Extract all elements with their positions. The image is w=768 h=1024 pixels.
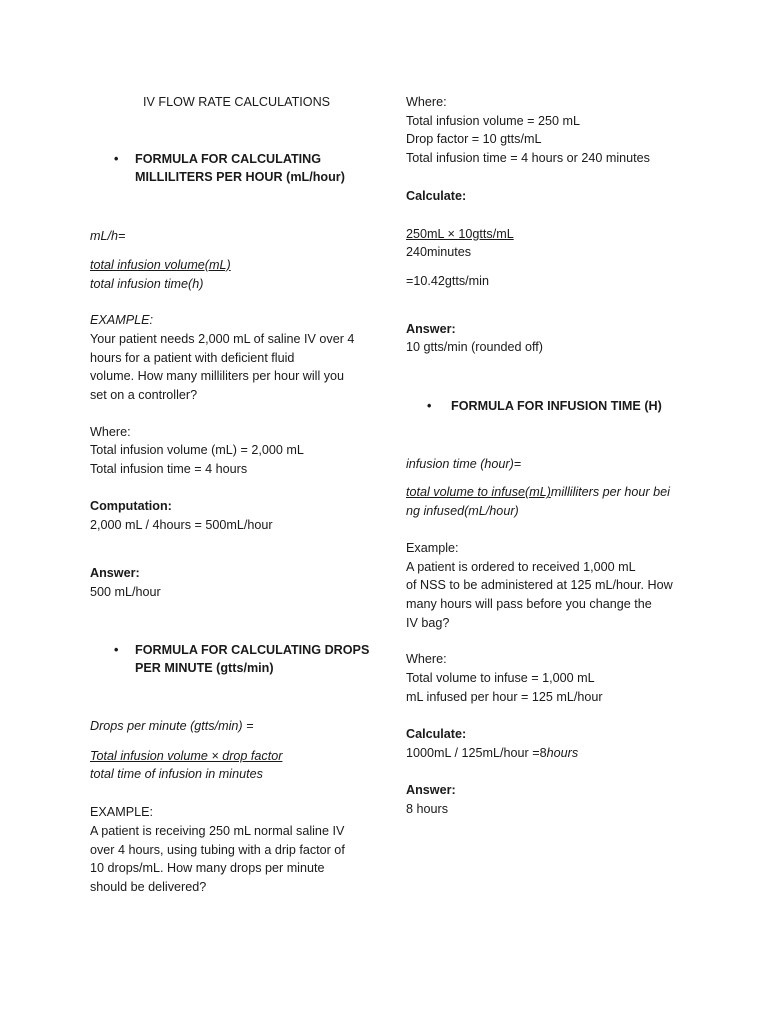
example3-line: many hours will pass before you change the xyxy=(406,596,652,611)
example2-line: A patient is receiving 250 mL normal saline IV xyxy=(90,823,345,838)
where2-label: Where: xyxy=(406,95,447,109)
right-column xyxy=(406,93,688,818)
calculate2-label: Calculate: xyxy=(406,727,467,742)
example1-line: set on a controller? xyxy=(90,388,198,403)
time-formula-numerator: total volume to infuse(mL)milliliters per hour bei xyxy=(406,485,670,500)
section2-heading-line1: FORMULA FOR CALCULATING DROPS xyxy=(135,642,370,657)
calc2-value: 1000mL / 125mL/hour =8hours xyxy=(406,746,579,761)
gtts-formula-denominator: total time of infusion in minutes xyxy=(90,767,263,782)
calc1-denominator: 240minutes xyxy=(406,245,472,260)
mlh-formula-numerator: total infusion volume(mL) xyxy=(90,257,231,272)
section1-heading-line2: MILLILITERS PER HOUR (mL/hour) xyxy=(135,170,345,185)
where1-label: Where: xyxy=(90,424,131,439)
section1-heading-line1: FORMULA FOR CALCULATING xyxy=(135,151,322,166)
where1-line: Total infusion time = 4 hours xyxy=(90,462,248,477)
bullet-icon: • xyxy=(114,151,119,166)
left-column xyxy=(90,93,370,897)
section2-heading-line2: PER MINUTE (gtts/min) xyxy=(135,661,274,676)
example1-label: EXAMPLE: xyxy=(90,313,153,328)
section3-heading-text: FORMULA FOR INFUSION TIME (H) xyxy=(451,399,662,414)
computation-label: Computation: xyxy=(90,498,172,513)
example2-label: EXAMPLE: xyxy=(90,805,153,820)
calc1-numerator: 250mL × 10gtts/mL xyxy=(406,226,514,241)
answer3-label: Answer: xyxy=(406,782,456,797)
page-title: IV FLOW RATE CALCULATIONS xyxy=(143,95,331,109)
computation-value: 2,000 mL / 4hours = 500mL/hour xyxy=(90,517,273,532)
where3-label: Where: xyxy=(406,652,447,667)
gtts-formula-label: Drops per minute (gtts/min) = xyxy=(90,719,254,734)
answer2-label: Answer: xyxy=(406,321,456,336)
example1-line: Your patient needs 2,000 mL of saline IV over 4 xyxy=(90,331,355,346)
example2-line: over 4 hours, using tubing with a drip factor of xyxy=(90,842,345,857)
time-formula-numerator-cont: ng infused(mL/hour) xyxy=(406,504,519,519)
answer3-value: 8 hours xyxy=(406,801,449,816)
bullet-icon: • xyxy=(427,399,432,414)
bullet-icon: • xyxy=(114,642,119,657)
example1-line: volume. How many milliliters per hour will you xyxy=(90,369,345,384)
answer1-label: Answer: xyxy=(90,566,140,581)
calc1-result: =10.42gtts/min xyxy=(406,273,489,288)
example1-line: hours for a patient with deficient fluid xyxy=(90,350,295,365)
gtts-formula-numerator: Total infusion volume × drop factor xyxy=(90,748,283,763)
section2-heading xyxy=(90,641,370,678)
example3-line: of NSS to be administered at 125 mL/hour. How xyxy=(406,578,673,593)
example3-label: Example: xyxy=(406,540,459,555)
mlh-formula-denominator: total infusion time(h) xyxy=(90,276,204,291)
example3-line: IV bag? xyxy=(406,615,450,630)
where2-line: Total infusion volume = 250 mL xyxy=(406,113,580,128)
where1-line: Total infusion volume (mL) = 2,000 mL xyxy=(90,443,304,458)
example3-line: A patient is ordered to received 1,000 mL xyxy=(406,559,636,574)
example2-line: should be delivered? xyxy=(90,879,207,894)
example2-line: 10 drops/mL. How many drops per minute xyxy=(90,861,325,876)
section3-heading xyxy=(406,397,688,416)
answer2-value: 10 gtts/min (rounded off) xyxy=(406,340,543,355)
answer1-value: 500 mL/hour xyxy=(90,584,161,599)
section1-heading xyxy=(90,150,362,187)
mlh-formula-label: mL/h= xyxy=(90,229,126,244)
where3-line: Total volume to infuse = 1,000 mL xyxy=(406,671,595,686)
time-formula-label: infusion time (hour)= xyxy=(406,456,522,471)
where2-line: Total infusion time = 4 hours or 240 minutes xyxy=(406,151,650,166)
where2-line: Drop factor = 10 gtts/mL xyxy=(406,132,542,147)
calculate1-label: Calculate: xyxy=(406,188,467,203)
where3-line: mL infused per hour = 125 mL/hour xyxy=(406,689,603,704)
